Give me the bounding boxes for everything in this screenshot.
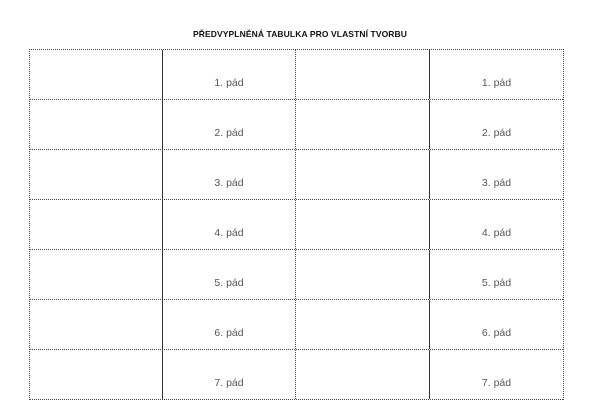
blank-cell <box>30 300 163 349</box>
table-row <box>30 150 563 200</box>
blank-cell <box>296 250 430 299</box>
blank-cell <box>30 350 163 399</box>
case-label-right: 5. pád <box>481 276 512 289</box>
case-label-left: 5. pád <box>163 250 296 299</box>
blank-cell <box>30 150 163 199</box>
blank-cell <box>30 250 163 299</box>
case-table <box>29 49 564 400</box>
case-label-left: 6. pád <box>163 300 296 349</box>
table-row <box>30 300 563 350</box>
blank-cell <box>296 150 430 199</box>
blank-cell <box>30 50 163 99</box>
page-title: PŘEDVYPLNĚNÁ TABULKA PRO VLASTNÍ TVORBU <box>192 29 408 39</box>
table-row <box>30 350 563 400</box>
blank-cell <box>296 50 430 99</box>
table-row <box>30 250 563 300</box>
table-row <box>30 100 563 150</box>
case-label-left: 2. pád <box>163 100 296 149</box>
case-label-right: 6. pád <box>481 326 512 339</box>
blank-cell <box>296 100 430 149</box>
table-row <box>30 50 563 100</box>
case-label-left: 3. pád <box>163 150 296 199</box>
table-row <box>30 200 563 250</box>
case-label-right: 2. pád <box>481 126 512 139</box>
case-label-right: 4. pád <box>481 226 512 239</box>
case-label-right: 7. pád <box>481 376 512 389</box>
case-label-right: 3. pád <box>481 176 512 189</box>
blank-cell <box>30 200 163 249</box>
blank-cell <box>30 100 163 149</box>
case-label-left: 1. pád <box>163 50 296 99</box>
case-label-right: 1. pád <box>481 76 512 89</box>
case-label-left: 7. pád <box>163 350 296 399</box>
blank-cell <box>296 200 430 249</box>
blank-cell <box>296 350 430 399</box>
case-label-left: 4. pád <box>163 200 296 249</box>
blank-cell <box>296 300 430 349</box>
